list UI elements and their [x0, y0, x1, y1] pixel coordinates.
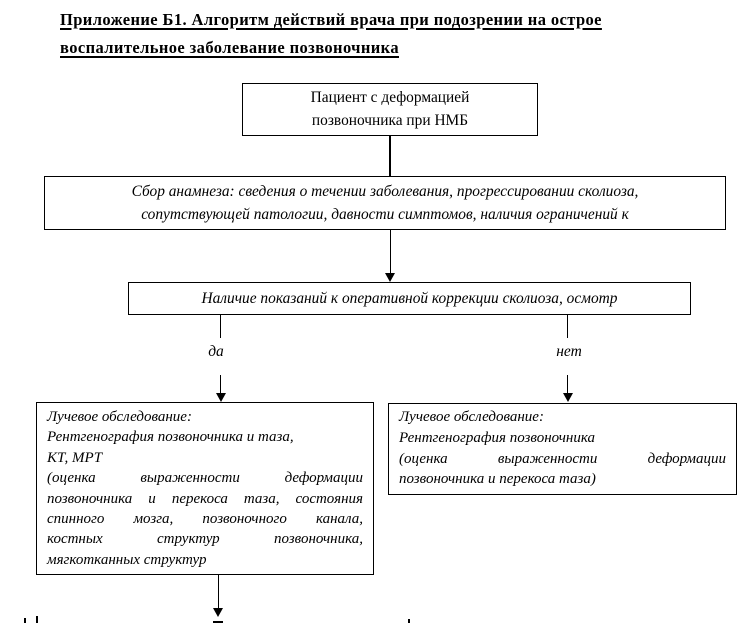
cutoff-mark [213, 621, 223, 623]
flowchart-node-patient [242, 83, 538, 136]
branch-no-segment [567, 315, 568, 338]
branch-no-arrow-line [567, 375, 568, 395]
arrowhead-down-icon [385, 273, 395, 282]
branch-label-yes: да [208, 343, 224, 360]
flowchart-node-radiology-full [36, 402, 374, 575]
text-line: (оценка выраженности деформации [47, 470, 363, 487]
flowchart-node-indications [128, 282, 691, 315]
flowchart-node-radiology-basic [388, 403, 737, 495]
page-title-line1: Приложение Б1. Алгоритм действий врача при подозрении на острое [60, 10, 602, 29]
branch-yes-arrow-line [220, 375, 221, 395]
text-line: Наличие показаний к оперативной коррекции сколиоза, осмотр [201, 290, 618, 307]
text-line: костных структур позвоночника, [47, 531, 363, 548]
text-line: сопутствующей патологии, давности симптомов, наличия ограничений к [141, 206, 629, 223]
text-line: позвоночника при НМБ [311, 112, 469, 129]
connector-patient-anamnesis [389, 136, 391, 176]
cutoff-mark [24, 618, 26, 623]
arrowhead-down-icon [216, 393, 226, 402]
text-line: Рентгенография позвоночника и таза, [47, 429, 294, 446]
text-line: Рентгенография позвоночника [399, 429, 595, 446]
branch-label-no: нет [556, 343, 582, 360]
connector-anamnesis-indications [390, 230, 391, 275]
text-line: Сбор анамнеза: сведения о течении заболевания, прогрессировании сколиоза, [131, 183, 639, 200]
text-line: спинного мозга, позвоночного канала, [47, 511, 363, 528]
text-line: Лучевое обследование: [47, 409, 192, 425]
arrowhead-down-icon [563, 393, 573, 402]
page-title-line2: воспалительное заболевание позвоночника [60, 38, 399, 57]
text-line: КТ, МРТ [47, 449, 103, 466]
connector-radiology-next [218, 575, 219, 609]
cutoff-mark [408, 619, 410, 623]
text-line: (оценка выраженности деформации [399, 450, 726, 467]
text-line: Пациент с деформацией [310, 89, 470, 106]
cutoff-mark [36, 616, 38, 623]
arrowhead-down-icon [213, 608, 223, 617]
branch-yes-segment [220, 315, 221, 338]
text-line: позвоночника и перекоса таза, состояния [47, 490, 363, 507]
text-line: мягкотканных структур [47, 551, 207, 568]
text-line: Лучевое обследование: [399, 409, 544, 425]
flowchart-node-anamnesis [44, 176, 726, 230]
page-title [60, 6, 720, 62]
text-line: позвоночника и перекоса таза) [399, 471, 596, 488]
